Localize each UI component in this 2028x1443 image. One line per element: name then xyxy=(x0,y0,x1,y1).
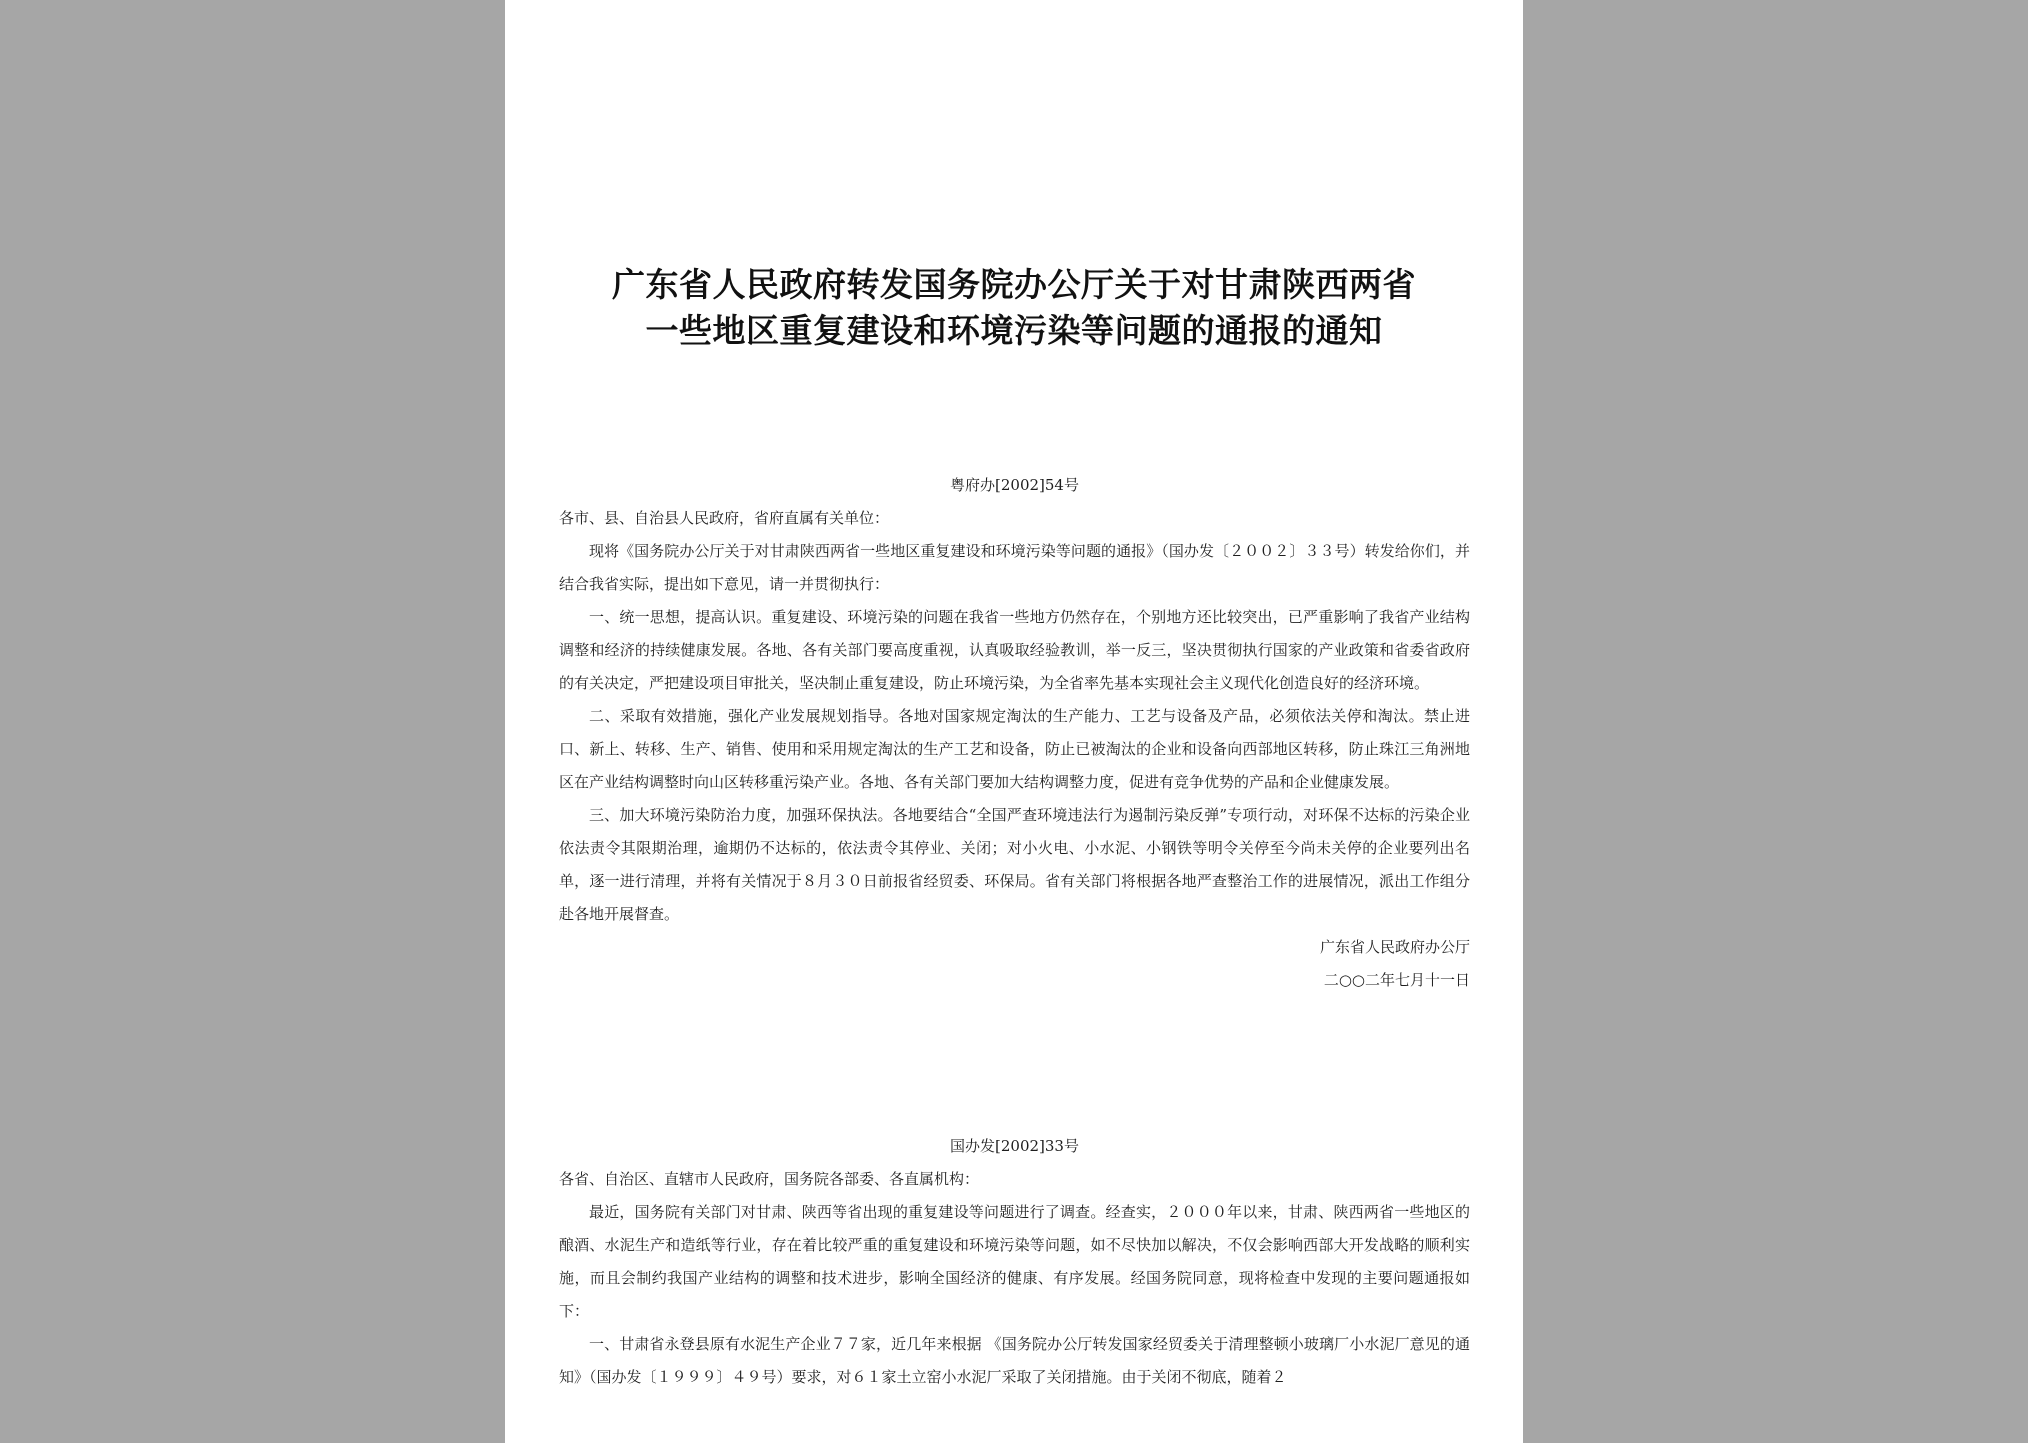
circular-section xyxy=(559,1130,1470,1394)
circular-addressee: 各省、自治区、直辖市人民政府，国务院各部委、各直属机构： xyxy=(559,1170,980,1188)
notice-paragraph-1: 现将《国务院办公厅关于对甘肃陕西两省一些地区重复建设和环境污染等问题的通报》（国办发〔２００２〕３３号）转发给你们，并结合我省实际，提出如下意见，请一并贯彻执行： xyxy=(559,542,1470,593)
notice-paragraph-2: 一、统一思想，提高认识。重复建设、环境污染的问题在我省一些地方仍然存在，个别地方还比较突出，已严重影响了我省产业结构调整和经济的持续健康发展。各地、各有关部门要高度重视，认真吸取经验教训，举一反三，坚决贯彻执行国家的产业政策和省委省政府的有关决定，严把建设项目审批关，坚决制止重复建设，防止环境污染，为全省率先基本实现社会主义现代化创造良好的经济环境。 xyxy=(559,608,1470,692)
notice-paragraph-4: 三、加大环境污染防治力度，加强环保执法。各地要结合“全国严查环境违法行为遏制污染反弹”专项行动，对环保不达标的污染企业依法责令其限期治理，逾期仍不达标的，依法责令其停业、关闭；对小火电、小水泥、小钢铁等明令关停至今尚未关停的企业要列出名单，逐一进行清理，并将有关情况于８月３０日前报省经贸委、环保局。省有关部门将根据各地严查整治工作的进展情况，派出工作组分赴各地开展督查。 xyxy=(559,806,1470,923)
circular-doc-number: 国办发[2002]33号 xyxy=(950,1137,1079,1155)
notice-addressee: 各市、县、自治县人民政府，省府直属有关单位： xyxy=(559,509,890,527)
notice-date: 二○○二年七月十一日 xyxy=(1323,971,1470,989)
circular-paragraph-1: 最近，国务院有关部门对甘肃、陕西等省出现的重复建设等问题进行了调查。经查实，２０００年以来，甘肃、陕西两省一些地区的酿酒、水泥生产和造纸等行业，存在着比较严重的重复建设和环境污染等问题，如不尽快加以解决，不仅会影响西部大开发战略的顺利实施，而且会制约我国产业结构的调整和技术进步，影响全国经济的健康、有序发展。经国务院同意，现将检查中发现的主要问题通报如下： xyxy=(559,1203,1470,1320)
notice-doc-number: 粤府办[2002]54号 xyxy=(950,476,1079,494)
document-page xyxy=(505,0,1523,1443)
notice-section xyxy=(559,469,1470,997)
title-line-2: 一些地区重复建设和环境污染等问题的通报的通知 xyxy=(645,311,1383,350)
notice-paragraph-3: 二、采取有效措施，强化产业发展规划指导。各地对国家规定淘汰的生产能力、工艺与设备及产品，必须依法关停和淘汰。禁止进口、新上、转移、生产、销售、使用和采用规定淘汰的生产工艺和设备，防止已被淘汰的企业和设备向西部地区转移，防止珠江三角洲地区在产业结构调整时向山区转移重污染产业。各地、各有关部门要加大结构调整力度，促进有竞争优势的产品和企业健康发展。 xyxy=(559,707,1470,791)
circular-paragraph-2: 一、甘肃省永登县原有水泥生产企业７７家，近几年来根据 《国务院办公厅转发国家经贸委关于清理整顿小玻璃厂小水泥厂意见的通知》（国办发〔１９９９〕４９号）要求，对６１家土立窑小水泥厂采取了关闭措施。由于关闭不彻底，随着２ xyxy=(559,1335,1470,1386)
title-line-1: 广东省人民政府转发国务院办公厅关于对甘肃陕西两省 xyxy=(612,265,1416,304)
document-title xyxy=(505,262,1523,354)
notice-signature: 广东省人民政府办公厅 xyxy=(1319,938,1470,956)
